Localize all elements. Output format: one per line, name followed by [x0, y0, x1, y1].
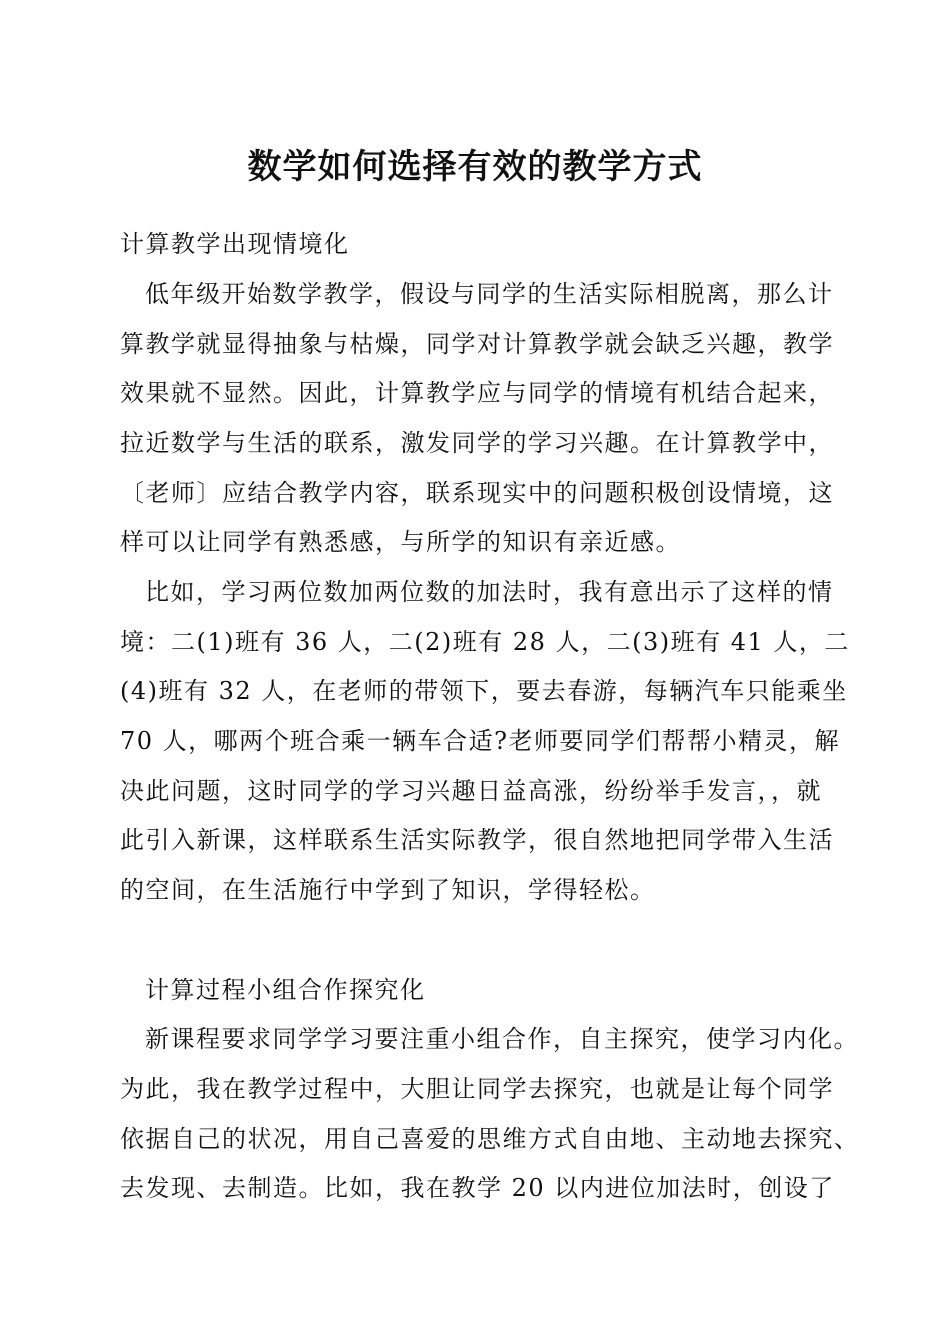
paragraph-line: 低年级开始数学教学，假设与同学的生活实际相脱离，那么计 — [145, 280, 834, 308]
paragraph-line: (4)班有 32 人，在老师的带领下，要去春游，每辆汽车只能乘坐 — [120, 677, 848, 705]
paragraph-line: 样可以让同学有熟悉感，与所学的知识有亲近感。 — [120, 528, 681, 556]
paragraph-line: 为此，我在教学过程中，大胆让同学去探究，也就是让每个同学 — [120, 1075, 834, 1103]
paragraph-line: 此引入新课，这样联系生活实际教学，很自然地把同学带入生活 — [120, 826, 834, 854]
section-heading: 计算教学出现情境化 — [120, 230, 350, 258]
paragraph-line: 比如，学习两位数加两位数的加法时，我有意出示了这样的情 — [145, 578, 834, 606]
paragraph-line: 去发现、去制造。比如，我在教学 20 以内进位加法时，创设了 — [120, 1174, 835, 1202]
paragraph-line: 的空间，在生活施行中学到了知识，学得轻松。 — [120, 876, 656, 904]
paragraph-line: 新课程要求同学学习要注重小组合作，自主探究，使学习内化。 — [145, 1025, 859, 1053]
paragraph-line: 决此问题，这时同学的学习兴趣日益高涨，纷纷举手发言，，就 — [120, 777, 822, 805]
paragraph-line: 效果就不显然。因此，计算教学应与同学的情境有机结合起来， — [120, 379, 834, 407]
paragraph-line: 算教学就显得抽象与枯燥，同学对计算教学就会缺乏兴趣，教学 — [120, 330, 834, 358]
paragraph-line: 拉近数学与生活的联系，激发同学的学习兴趣。在计算教学中， — [120, 429, 834, 457]
document-title: 数学如何选择有效的教学方式 — [247, 147, 703, 187]
paragraph-line: 境：二(1)班有 36 人，二(2)班有 28 人，二(3)班有 41 人，二 — [120, 628, 850, 656]
paragraph-line: 〔老师〕应结合教学内容，联系现实中的问题积极创设情境，这 — [120, 479, 834, 507]
paragraph-line: 70 人，哪两个班合乘一辆车合适?老师要同学们帮帮小精灵，解 — [120, 727, 841, 755]
section-heading: 计算过程小组合作探究化 — [145, 976, 426, 1004]
paragraph-line: 依据自己的状况，用自己喜爱的思维方式自由地、主动地去探究、 — [120, 1125, 860, 1153]
